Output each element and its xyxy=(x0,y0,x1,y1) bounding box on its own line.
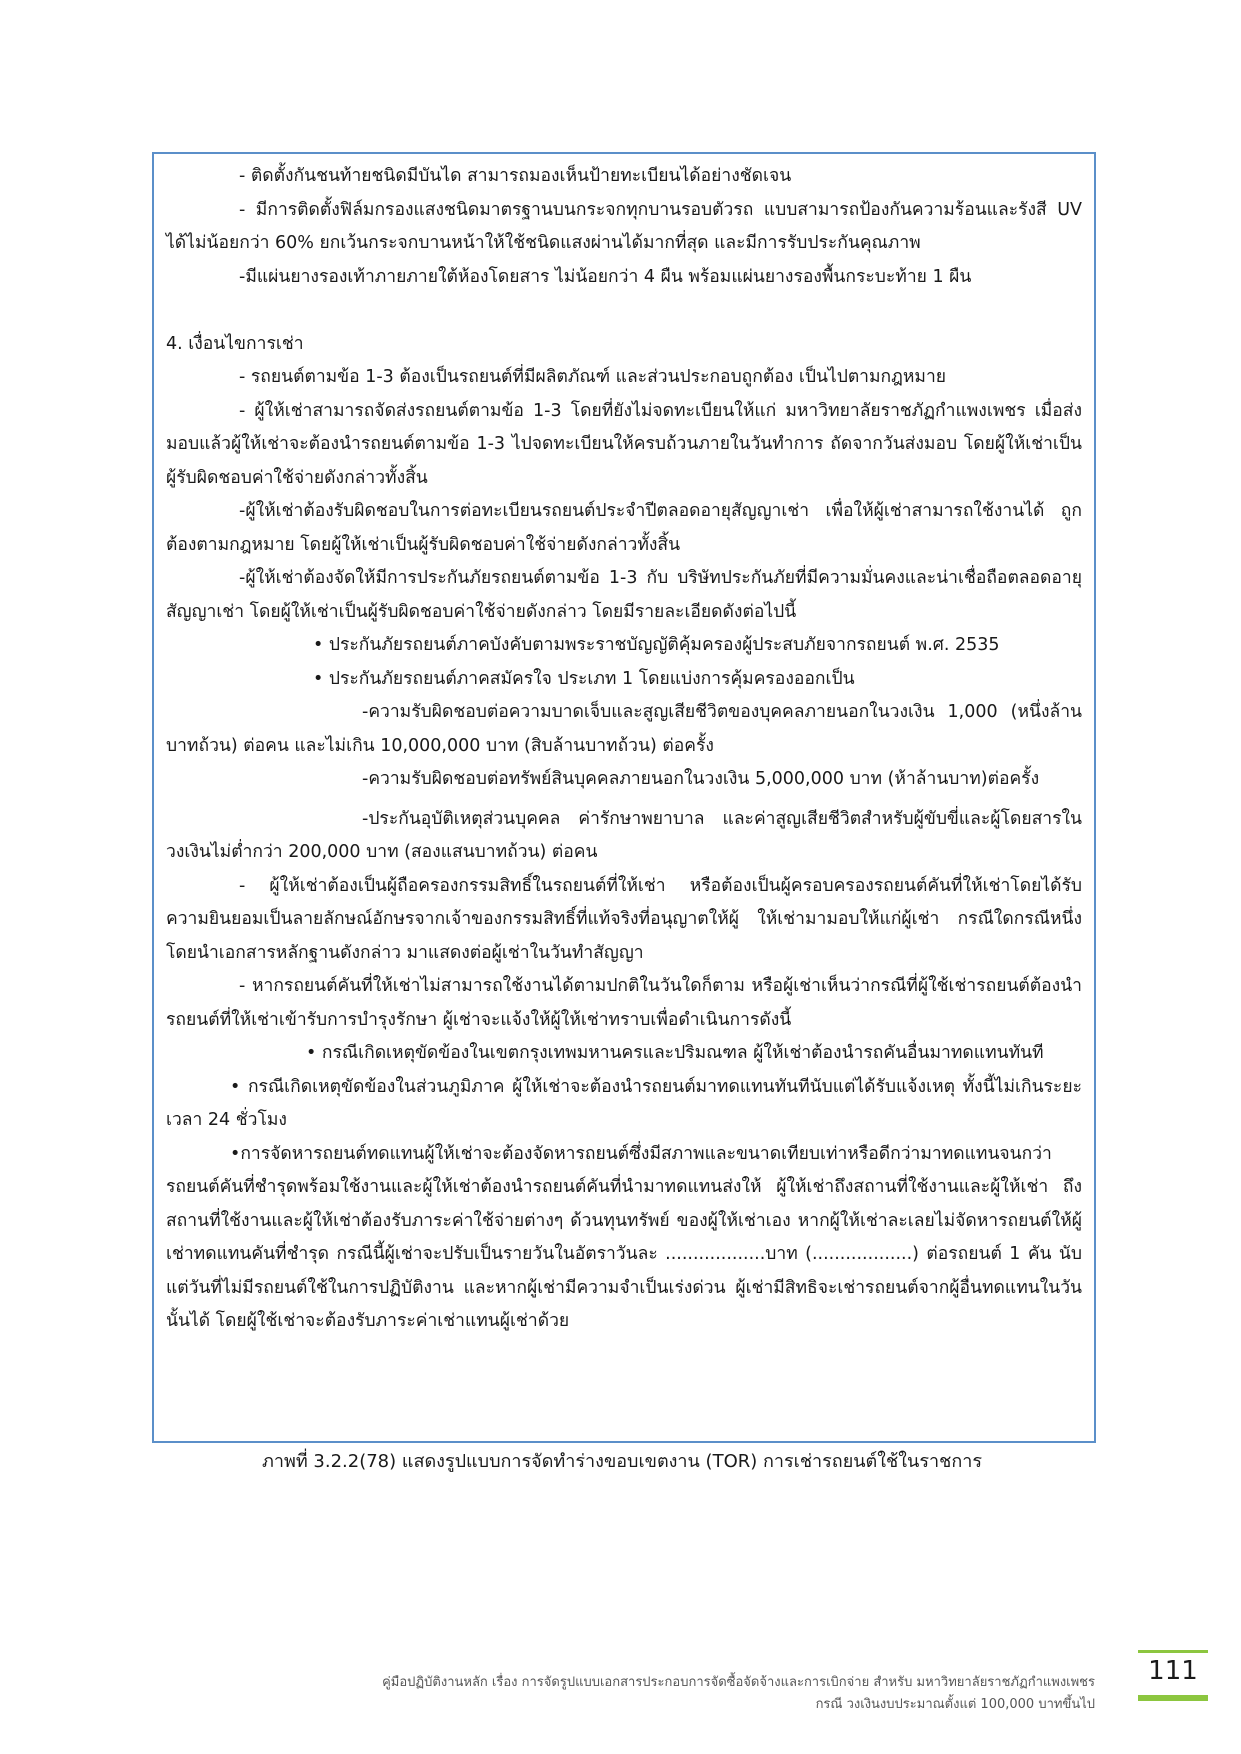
figure-caption: ภาพที่ 3.2.2(78) แสดงรูปแบบการจัดทำร่างขอบเขตงาน (TOR) การเช่ารถยนต์ใช้ในราชการ xyxy=(261,1451,983,1472)
footer-line-2: กรณี วงเงินงบประมาณตั้งแต่ 100,000 บาทขึ้นไป xyxy=(815,1697,1095,1712)
page-number-top-bar xyxy=(1138,1650,1208,1653)
sub-item: -ประกันอุบัติเหตุส่วนบุคคล ค่ารักษาพยาบาล และค่าสูญเสียชีวิตสำหรับผู้ขับขี่และผู้โดยสารในวงเงินไม่ต่ำกว่า 200,000 บาท (สองแสนบาทถ้วน) ต่อคน xyxy=(166,808,1082,862)
bullet-item: • ประกันภัยรถยนต์ภาคสมัครใจ ประเภท 1 โดยแบ่งการคุ้มครองออกเป็น xyxy=(313,668,855,689)
paragraph: - หากรถยนต์คันที่ให้เช่าไม่สามารถใช้งานได้ตามปกติในวันใดก็ตาม หรือผู้เช่าเห็นว่ากรณีที่ผู้ใช้เช่ารถยนต์ต้องนำรถยนต์ที่ให้เช่าเข้ารับการบำรุงรักษา ผู้เช่าจะแจ้งให้ผู้ให้เช่าทราบเพื่อดำเนินการดังนี้ xyxy=(166,976,1082,1030)
paragraph: - ผู้ให้เช่าต้องเป็นผู้ถือครองกรรมสิทธิ์ในรถยนต์ที่ให้เช่า หรือต้องเป็นผู้ครอบครองรถยนต์คันที่ให้เช่าโดยได้รับความยินยอมเป็นลายลักษณ์อักษรจากเจ้าของกรรมสิทธิ์ที่แท้จริงที่อนุญาตให้ผู้ ให้เช่ามามอบให้แก่ผู้เช่า กรณีใดกรณีหนึ่ง โดยนำเอกสารหลักฐานดังกล่าว มาแสดงต่อผู้เช่าในวันทำสัญญา xyxy=(166,875,1082,963)
section-heading: 4. เงื่อนไขการเช่า xyxy=(166,333,304,354)
paragraph: - ติดตั้งกันชนท้ายชนิดมีบันได สามารถมองเห็นป้ายทะเบียนได้อย่างชัดเจน xyxy=(239,166,792,186)
bullet-item: • กรณีเกิดเหตุขัดข้องในส่วนภูมิภาค ผู้ให้เช่าจะต้องนำรถยนต์มาทดแทนทันทีนับแต่ได้รับแจ้งเหตุ ทั้งนี้ไม่เกินระยะเวลา 24 ชั่วโมง xyxy=(166,1076,1082,1130)
bullet-item: • ประกันภัยรถยนต์ภาคบังคับตามพระราชบัญญัติคุ้มครองผู้ประสบภัยจากรถยนต์ พ.ศ. 2535 xyxy=(313,635,1000,655)
page-footer xyxy=(195,1672,1095,1716)
spacer xyxy=(166,294,1082,328)
paragraph: -ผู้ให้เช่าต้องจัดให้มีการประกันภัยรถยนต์ตามข้อ 1-3 กับ บริษัทประกันภัยที่มีความมั่นคงและน่าเชื่อถือตลอดอายุสัญญาเช่า โดยผู้ให้เช่าเป็นผู้รับผิดชอบค่าใช้จ่ายดังกล่าว โดยมีรายละเอียดดังต่อไปนี้ xyxy=(166,568,1082,622)
bullet-item: •การจัดหารถยนต์ทดแทนผู้ให้เช่าจะต้องจัดหารถยนต์ซึ่งมีสภาพและขนาดเทียบเท่าหรือดีกว่ามาทดแทนจนกว่ารถยนต์คันที่ชำรุดพร้อมใช้งานและผู้ให้เช่าต้องนำรถยนต์คันที่นำมาทดแทนส่งให้ ผู้ให้เช่าถึงสถานที่ใช้งานและผู้ให้เช่า ถึงสถานที่ใช้งานและผู้ให้เช่าต้องรับภาระค่าใช้จ่ายต่างๆ ด้วนทุนทรัพย์ ของผู้ให้เช่าเอง หากผู้ให้เช่าละเลยไม่จัดหารถยนต์ให้ผู้เช่าทดแทนคันที่ชำรุด กรณีนี้ผู้เช่าจะปรับเป็นรายวันในอัตราวันละ ..................บาท (..................) ต่อรถยนต์ 1 คัน นับแต่วันที่ไม่มีรถยนต์ใช้ในการปฏิบัติงาน และหากผู้เช่ามีความจำเป็นเร่งด่วน ผู้เช่ามีสิทธิจะเช่ารถยนต์จากผู้อื่นทดแทนในวันนั้นได้ โดยผู้ใช้เช่าจะต้องรับภาระค่าเช่าแทนผู้เช่าด้วย xyxy=(166,1143,1082,1331)
paragraph: -มีแผ่นยางรองเท้าภายภายใต้ห้องโดยสาร ไม่น้อยกว่า 4 ผืน พร้อมแผ่นยางรองพื้นกระบะท้าย 1 ผืน xyxy=(239,266,972,287)
paragraph: - ผู้ให้เช่าสามารถจัดส่งรถยนต์ตามข้อ 1-3 โดยที่ยังไม่จดทะเบียนให้แก่ มหาวิทยาลัยราชภัฏกำแพงเพชร เมื่อส่งมอบแล้วผู้ให้เช่าจะต้องนำรถยนต์ตามข้อ 1-3 ไปจดทะเบียนให้ครบถ้วนภายในวันทำการ ถัดจากวันส่งมอบ โดยผู้ให้เช่าเป็นผู้รับผิดชอบค่าใช้จ่ายดังกล่าวทั้งสิ้น xyxy=(166,400,1082,488)
page-number-bottom-bar xyxy=(1138,1695,1208,1701)
sub-item: -ความรับผิดชอบต่อความบาดเจ็บและสูญเสียชีวิตของบุคคลภายนอกในวงเงิน 1,000 (หนึ่งล้านบาทถ้วน) ต่อคน และไม่เกิน 10,000,000 บาท (สิบล้านบาทถ้วน) ต่อครั้ง xyxy=(166,702,1082,756)
paragraph: - มีการติดตั้งฟิล์มกรองแสงชนิดมาตรฐานบนกระจกทุกบานรอบตัวรถ แบบสามารถป้องกันความร้อนและรังสี UV ได้ไม่น้อยกว่า 60% ยกเว้นกระจกบานหน้าให้ใช้ชนิดแสงผ่านได้มากที่สุด และมีการรับประกันคุณภาพ xyxy=(166,199,1082,253)
bullet-item: • กรณีเกิดเหตุขัดข้องในเขตกรุงเทพมหานครและปริมณฑล ผู้ให้เช่าต้องนำรถคันอื่นมาทดแทนทันที xyxy=(306,1043,1044,1063)
footer-line-1: คู่มือปฏิบัติงานหลัก เรื่อง การจัดรูปแบบเอกสารประกอบการจัดซื้อจัดจ้างและการเบิกจ่าย สำหรับ มหาวิทยาลัยราชภัฏกำแพงเพชร xyxy=(382,1675,1095,1690)
sub-item: -ความรับผิดชอบต่อทรัพย์สินบุคคลภายนอกในวงเงิน 5,000,000 บาท (ห้าล้านบาท)ต่อครั้ง xyxy=(362,769,1040,789)
page-number: 111 xyxy=(1148,1656,1198,1686)
document-body xyxy=(166,160,1082,1339)
paragraph: - รถยนต์ตามข้อ 1-3 ต้องเป็นรถยนต์ที่มีผลิตภัณฑ์ และส่วนประกอบถูกต้อง เป็นไปตามกฎหมาย xyxy=(239,367,947,387)
paragraph: -ผู้ให้เช่าต้องรับผิดชอบในการต่อทะเบียนรถยนต์ประจำปีตลอดอายุสัญญาเช่า เพื่อให้ผู้เช่าสามารถใช้งานได้ ถูกต้องตามกฎหมาย โดยผู้ให้เช่าเป็นผู้รับผิดชอบค่าใช้จ่ายดังกล่าวทั้งสิ้น xyxy=(166,501,1082,555)
